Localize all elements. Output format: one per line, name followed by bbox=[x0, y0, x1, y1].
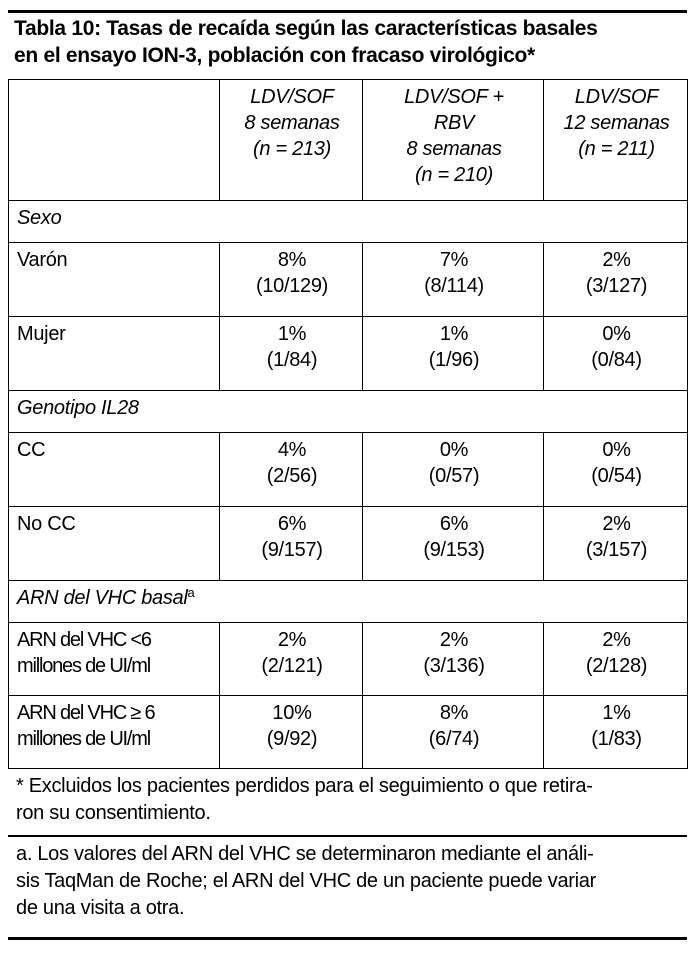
header-corner-cell bbox=[9, 80, 220, 201]
table-cell: 2% (3/136) bbox=[363, 623, 544, 696]
table-cell: 1% (1/84) bbox=[220, 317, 363, 391]
row-label: CC bbox=[9, 433, 220, 507]
table-row bbox=[9, 623, 688, 696]
table-cell: 0% (0/84) bbox=[544, 317, 688, 391]
table-cell: 8% (10/129) bbox=[220, 243, 363, 317]
table-cell: 6% (9/153) bbox=[363, 507, 544, 581]
table-cell: 7% (8/114) bbox=[363, 243, 544, 317]
table-cell: 2% (3/157) bbox=[544, 507, 688, 581]
table-cell: 1% (1/83) bbox=[544, 696, 688, 769]
table-cell: 8% (6/74) bbox=[363, 696, 544, 769]
footnote-a: a. Los valores del ARN del VHC se determinaron mediante el análi- sis TaqMan de Roche; el ARN del VHC de un paciente puede variar de una visita a otra. bbox=[16, 842, 596, 919]
header-row bbox=[9, 80, 688, 201]
table-row bbox=[9, 317, 688, 391]
table-cell: 10% (9/92) bbox=[220, 696, 363, 769]
table-row bbox=[9, 243, 688, 317]
table-cell: 1% (1/96) bbox=[363, 317, 544, 391]
section-label: Genotipo IL28 bbox=[9, 391, 688, 433]
table-row bbox=[9, 507, 688, 581]
document-page bbox=[8, 10, 687, 940]
table-cell: 0% (0/54) bbox=[544, 433, 688, 507]
row-label: ARN del VHC <6 millones de UI/ml bbox=[9, 623, 220, 696]
bottom-rule bbox=[8, 937, 687, 940]
section-label: Sexo bbox=[9, 201, 688, 243]
column-header-ldv-sof-12w: LDV/SOF 12 semanas (n = 211) bbox=[544, 80, 688, 201]
table-cell: 6% (9/157) bbox=[220, 507, 363, 581]
relapse-table bbox=[8, 79, 688, 769]
table-cell: 2% (2/121) bbox=[220, 623, 363, 696]
table-cell: 2% (2/128) bbox=[544, 623, 688, 696]
section-row-arn bbox=[9, 581, 688, 623]
row-label: Varón bbox=[9, 243, 220, 317]
section-label: ARN del VHC basal$^a$ bbox=[9, 581, 688, 623]
column-header-ldv-sof-rbv-8w: LDV/SOF + RBV 8 semanas (n = 210) bbox=[363, 80, 544, 201]
column-header-ldv-sof-8w: LDV/SOF 8 semanas (n = 213) bbox=[220, 80, 363, 201]
row-label: No CC bbox=[9, 507, 220, 581]
section-row-sexo bbox=[9, 201, 688, 243]
row-label: ARN del VHC ≥ 6 millones de UI/ml bbox=[9, 696, 220, 769]
table-cell: 0% (0/57) bbox=[363, 433, 544, 507]
table-row bbox=[9, 433, 688, 507]
table-row bbox=[9, 696, 688, 769]
row-label: Mujer bbox=[9, 317, 220, 391]
footnote-asterisk: * Excluidos los pacientes perdidos para el seguimiento o que retira- ron su consentimiento. bbox=[16, 775, 593, 824]
table-title: Tabla 10: Tasas de recaída según las características basales en el ensayo ION-3, población con fracaso virológico* bbox=[14, 17, 598, 67]
section-row-genotipo bbox=[9, 391, 688, 433]
table-cell: 4% (2/56) bbox=[220, 433, 363, 507]
table-cell: 2% (3/127) bbox=[544, 243, 688, 317]
